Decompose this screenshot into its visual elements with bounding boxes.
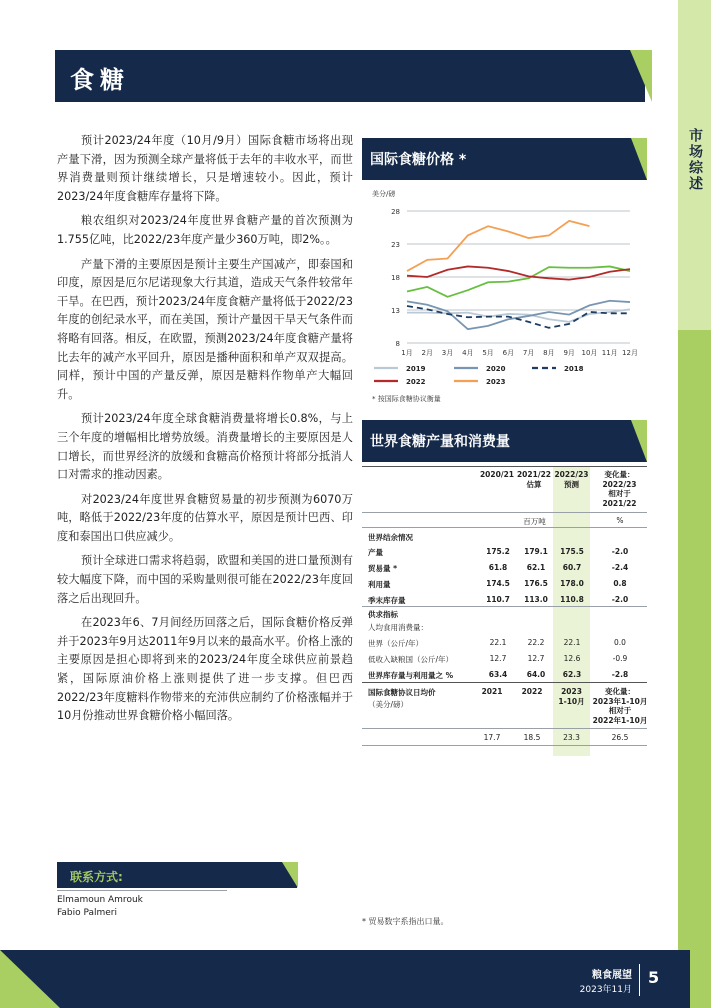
table-header-accent (631, 420, 647, 462)
contact-accent (282, 862, 298, 888)
series-line-2022 (407, 266, 630, 279)
cell: 60.7 (562, 563, 582, 572)
paragraph: 预计全球进口需求将趋弱，欧盟和美国的进口量预测有较大幅度下降，而中国的采购量则很可能在2022/23年度回落之后出现回升。 (57, 554, 353, 605)
paragraph: 预计2023/24年度（10月/9月）国际食糖市场将出现产量下滑，因为预测全球产量将低于去年的丰收水平，而世界消费量则预计继续增长，只是增速较小。因此，预计2023/24年度食糖库存量将下降。 (57, 134, 353, 203)
price-head-2023: 2023 1-10月 (558, 687, 585, 706)
x-tick-label: 11月 (601, 349, 618, 357)
footer-separator (639, 964, 640, 996)
y-axis-label: 美分/磅 (372, 190, 396, 198)
production-table (362, 466, 647, 756)
rule (362, 606, 647, 607)
footer-accent-right (690, 950, 711, 1008)
cell: 175.2 (486, 547, 510, 556)
unit-million-tonnes: 百万吨 (523, 517, 546, 526)
legend-label: 2022 (406, 378, 426, 386)
x-tick-label: 9月 (563, 349, 575, 357)
cell: 17.7 (483, 733, 501, 742)
cell: 23.3 (563, 733, 580, 742)
table-header (362, 420, 647, 462)
banner-accent (630, 50, 652, 102)
row-label: 世界（公斤/年） (368, 639, 424, 648)
col-head-change: 变化量： 2022/23 相对于 2021/22 (602, 470, 637, 508)
rule (362, 512, 647, 513)
x-tick-label: 3月 (441, 349, 454, 357)
paragraph: 对2023/24年度世界食糖贸易量的初步预测为6070万吨，略低于2022/23年度的估算水平，原因是预计巴西、印度和泰国出口供应减少。 (57, 492, 353, 543)
cell: 22.1 (563, 638, 581, 647)
article-body (57, 132, 353, 732)
forecast-column-highlight (553, 466, 590, 756)
legend-label: 2018 (564, 365, 584, 373)
price-unit: （美分/磅） (368, 700, 409, 709)
subhead-per-capita: 人均食用消费量： (368, 623, 428, 632)
price-head-2021: 2021 (481, 687, 503, 696)
row-label: 季末库存量 (368, 596, 406, 605)
table-title: 世界食糖产量和消费量 (370, 434, 510, 450)
cell: 12.7 (527, 654, 545, 663)
title-banner (55, 50, 645, 102)
cell: 0.8 (613, 579, 627, 588)
col-head-2020-21: 2020/21 (479, 470, 515, 479)
contact-title: 联系方式: (70, 870, 123, 884)
y-tick-label: 18 (391, 274, 400, 282)
contact-name: Elmamoun Amrouk (57, 895, 143, 905)
contact-name: Fabio Palmeri (57, 908, 117, 918)
price-chart (362, 183, 647, 408)
cell: 26.5 (611, 733, 629, 742)
row-label: 低收入缺粮国（公斤/年） (368, 655, 454, 664)
cell: -2.4 (611, 563, 629, 572)
x-tick-label: 2月 (421, 349, 434, 357)
x-tick-label: 12月 (622, 349, 638, 357)
y-tick-label: 13 (391, 307, 400, 315)
cell: 113.0 (524, 595, 548, 604)
y-tick-label: 23 (391, 241, 400, 249)
unit-percent: % (616, 516, 624, 525)
row-label: 产量 (368, 548, 383, 557)
price-chart-svg (362, 183, 647, 408)
col-head-2021-22: 2021/22 估算 (516, 470, 552, 489)
series-line-2021 (407, 266, 630, 296)
section-indicators: 供求指标 (368, 610, 398, 619)
cell: 18.5 (523, 733, 541, 742)
x-tick-label: 1月 (401, 349, 413, 357)
publication-title: 粮食展望 (592, 970, 632, 981)
cell: 178.0 (560, 579, 584, 588)
cell: -2.0 (611, 547, 629, 556)
paragraph: 产量下滑的主要原因是预计主要生产国减产，即泰国和印度，原因是厄尔尼诺现象大行其道，造成天气条件较常年干旱。在巴西，预计2023/24年度食糖产量将低于2022/23年度的创纪录水平，而在美国，预计产量因干旱天气条件而将略有回落。相反，在欧盟，预测2023/24年度食糖产量将比去年的减产水平回升，原因是播种面积和单产双双提高。同样，预计中国的产量反弹，原因是糖料作物单产大幅回升。 (57, 257, 353, 401)
price-head-2022: 2022 (521, 687, 543, 696)
price-head-change: 变化量： 2023年1-10月 相对于 2022年1-10月 (592, 687, 648, 725)
cell: -0.9 (612, 654, 628, 663)
cell: 175.5 (560, 547, 584, 556)
cell: 12.6 (563, 654, 581, 663)
cell: 62.3 (562, 670, 582, 679)
cell: -2.0 (611, 595, 629, 604)
row-label: 贸易量 * (368, 564, 398, 573)
paragraph: 粮农组织对2023/24年度世界食糖产量的首次预测为1.755亿吨，比2022/23年度产量少360万吨，即2%。。 (57, 214, 353, 246)
legend-label: 2019 (406, 365, 426, 373)
chart-header-accent (631, 138, 647, 180)
col-head-2022-23: 2022/23 预测 (554, 470, 589, 489)
x-tick-label: 8月 (543, 349, 555, 357)
y-tick-label: 8 (395, 340, 400, 348)
footer-accent-left (0, 950, 60, 1008)
publication-date: 2023年11月 (579, 985, 632, 995)
legend-label: 2020 (486, 365, 506, 373)
cell: 179.1 (524, 547, 548, 556)
page-number: 5 (648, 968, 660, 987)
cell: 12.7 (489, 654, 507, 663)
chart-footnote: * 按国际食糖协议衡量 (372, 395, 441, 403)
price-label: 国际食糖协议日均价 (368, 688, 436, 697)
cell: 62.1 (526, 563, 546, 572)
cell: 110.7 (486, 595, 510, 604)
x-tick-label: 6月 (502, 349, 515, 357)
cell: 64.0 (526, 670, 546, 679)
paragraph: 预计2023/24年度全球食糖消费量将增长0.8%，与上三个年度的增幅相比增势放缓。消费量增长的主要原因是人口增长，而世界经济的放缓和食糖高价格预计将部分抵消人口对需求的推动因素。 (57, 412, 353, 482)
row-label: 利用量 (368, 580, 391, 589)
cell: 0.0 (614, 638, 626, 647)
table-top-rule (362, 466, 647, 467)
x-tick-label: 7月 (522, 349, 535, 357)
row-label: 世界库存量与利用量之 % (368, 671, 454, 680)
legend-label: 2023 (486, 378, 506, 386)
series-line-2023 (407, 221, 589, 271)
cell: 61.8 (488, 563, 508, 572)
cell: 174.5 (486, 579, 510, 588)
x-tick-label: 5月 (482, 349, 494, 357)
table-footnote: * 贸易数字系指出口量。 (362, 917, 449, 926)
rule (362, 745, 647, 746)
contact-rule (57, 890, 227, 891)
rule (362, 527, 647, 528)
section-world-balance: 世界结余情况 (368, 533, 413, 542)
y-tick-label: 28 (391, 208, 400, 216)
chart-header (362, 138, 647, 180)
rule (362, 728, 647, 729)
cell: 176.5 (524, 579, 548, 588)
cell: 22.2 (527, 638, 545, 647)
page-title: 食糖 (70, 66, 130, 94)
cell: -2.8 (611, 670, 629, 679)
chart-title: 国际食糖价格 * (370, 152, 467, 168)
cell: 22.1 (489, 638, 507, 647)
paragraph: 在2023年6、7月间经历回落之后，国际食糖价格反弹并于2023年9月达2011年9月以来的最高水平。价格上涨的主要原因是担心即将到来的2023/24年度全球供应前景趋紧，国际原油价格上涨则提供了进一步支撑。但巴西2022/23年度糖料作物带来的充沛供应制约了价格涨幅并于10月份推动世界食糖价格小幅回落。 (57, 616, 353, 723)
section-tab-label: 市场综述 (687, 128, 703, 192)
x-tick-label: 4月 (462, 349, 474, 357)
rule (362, 682, 647, 683)
x-tick-label: 10月 (581, 349, 598, 357)
cell: 63.4 (488, 670, 508, 679)
cell: 110.8 (560, 595, 584, 604)
